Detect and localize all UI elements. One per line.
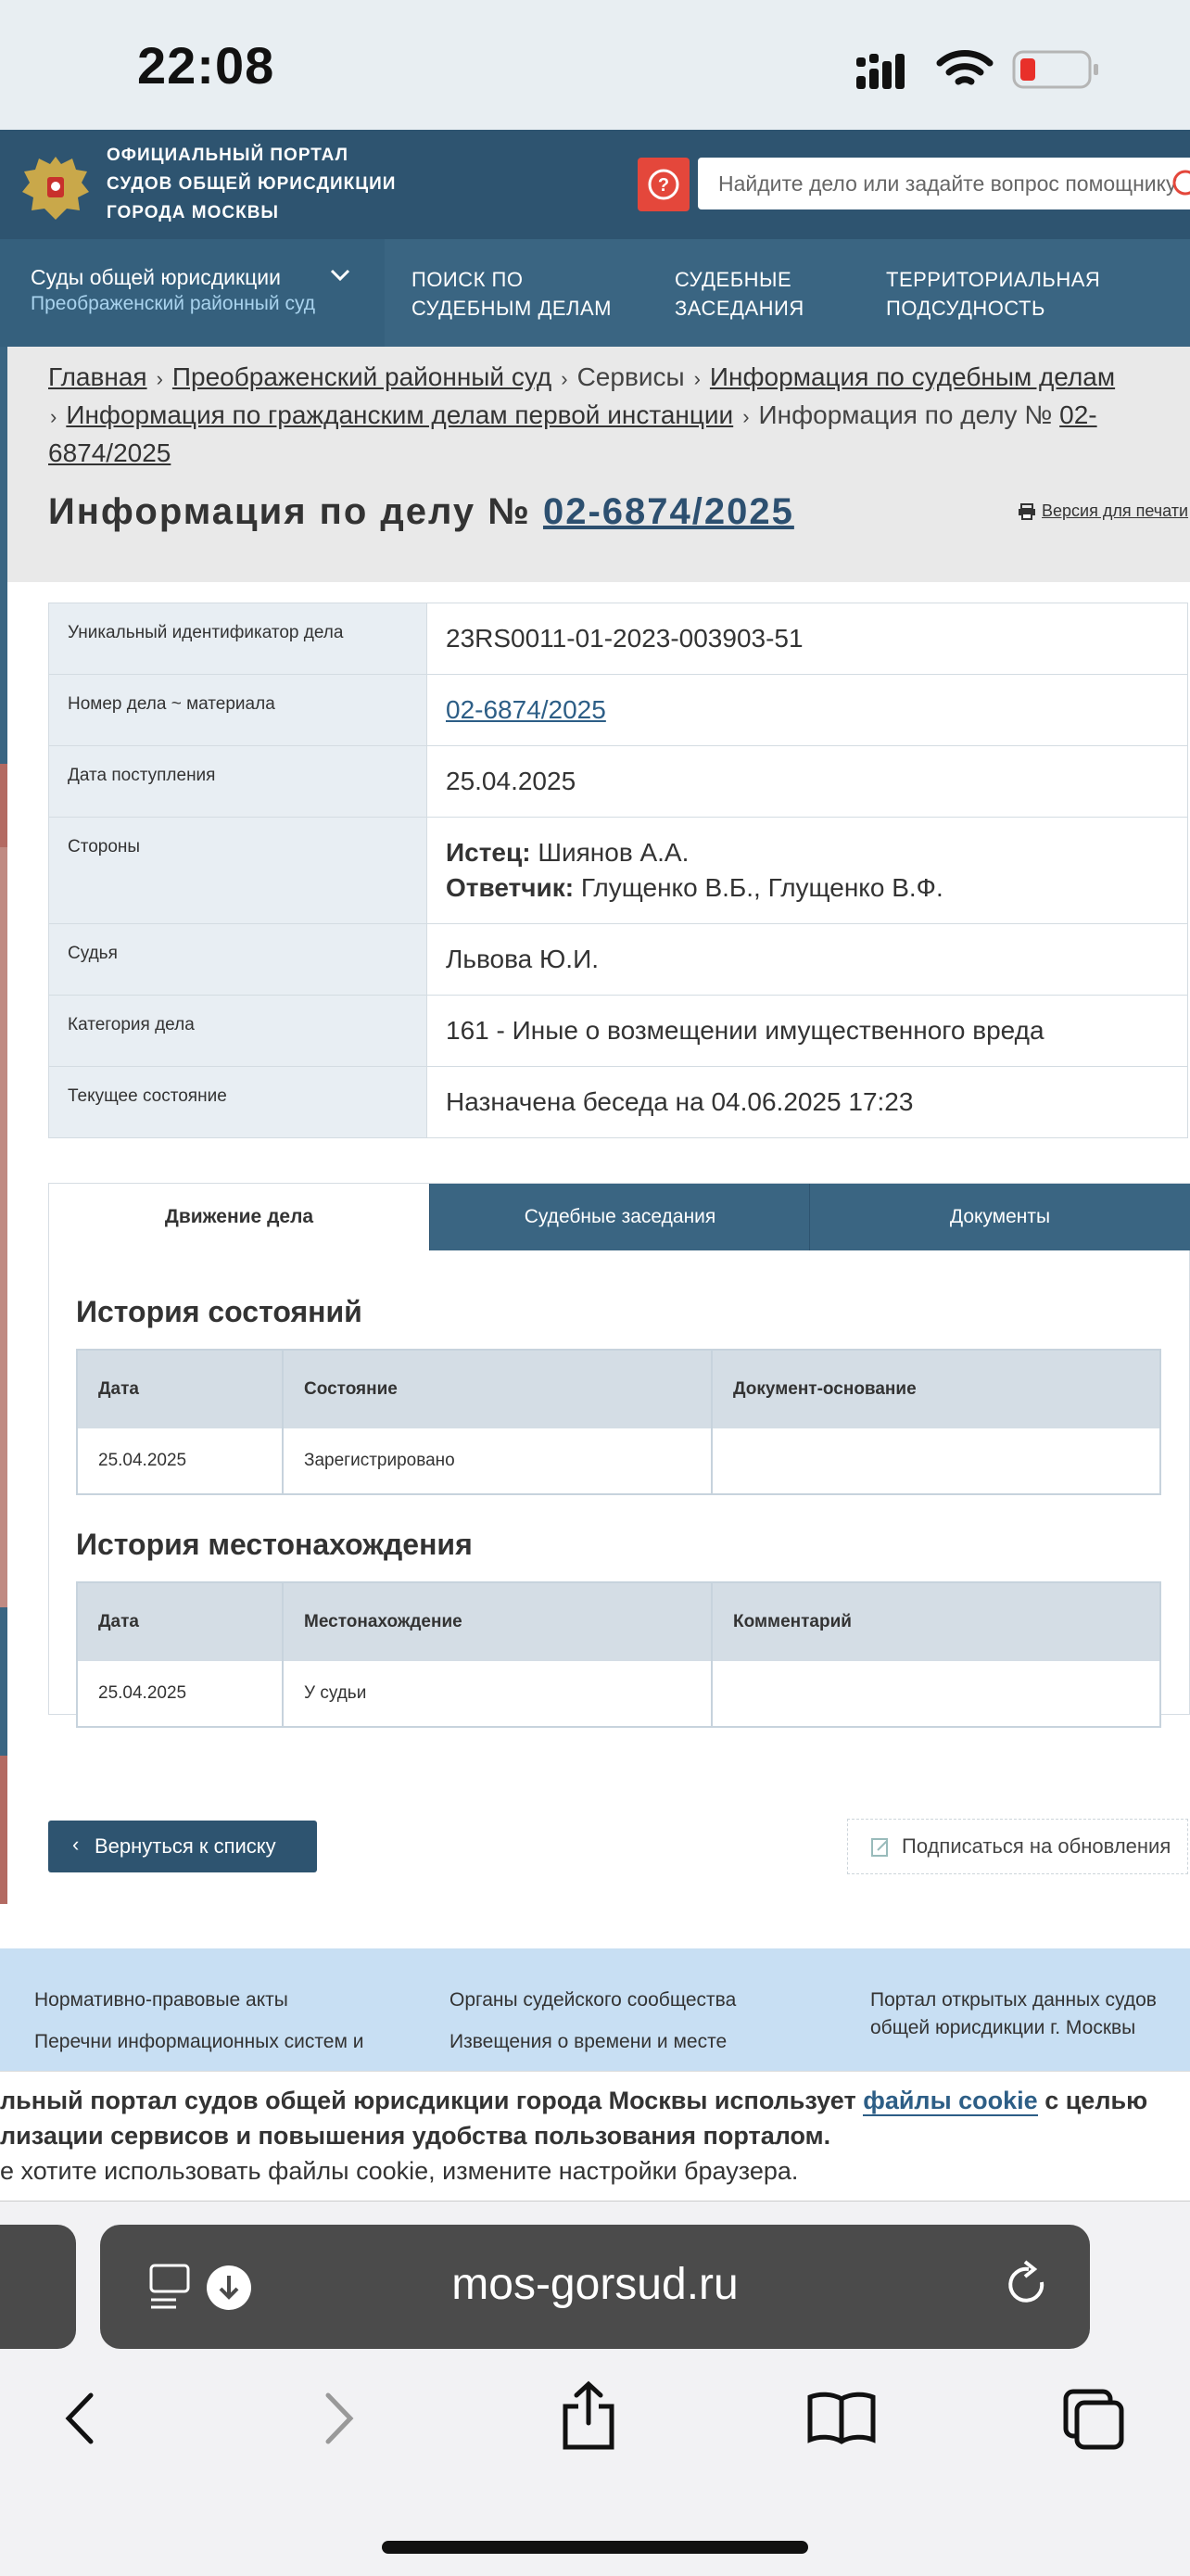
page-title-prefix: Информация по делу № xyxy=(48,491,531,532)
nav-item-line: СУДЕБНЫЕ xyxy=(675,268,792,291)
table-cell: 25.04.2025 xyxy=(77,1661,283,1727)
category-label: Категория дела xyxy=(49,996,427,1067)
footer-link-info-systems[interactable]: Перечни информационных систем и xyxy=(34,2031,364,2052)
subscribe-updates-button[interactable] xyxy=(847,1819,1188,1874)
search-icon[interactable] xyxy=(1170,167,1190,200)
table-header-row xyxy=(77,1350,1160,1428)
nav-item-line: СУДЕБНЫМ ДЕЛАМ xyxy=(411,297,612,320)
case-uid-label: Уникальный идентификатор дела xyxy=(49,603,427,675)
table-cell: Зарегистрировано xyxy=(283,1428,712,1494)
reload-icon[interactable] xyxy=(1005,2260,1051,2312)
chevron-right-icon: › xyxy=(561,367,568,390)
cookie-text: льный портал судов общей юрисдикции города Москвы использует xyxy=(0,2087,864,2114)
column-header: Местонахождение xyxy=(283,1582,712,1661)
share-icon[interactable] xyxy=(560,2380,617,2451)
back-to-list-button[interactable] xyxy=(48,1821,317,1872)
breadcrumb-civil-cases[interactable]: Информация по гражданским делам первой инстанции xyxy=(66,400,734,429)
question-icon xyxy=(638,158,690,211)
table-row xyxy=(49,818,1188,924)
breadcrumb-current: Информация по делу № xyxy=(758,400,1053,429)
back-arrow-icon[interactable] xyxy=(63,2392,96,2445)
nav-item-jurisdiction[interactable] xyxy=(886,265,1100,323)
forward-arrow-icon[interactable] xyxy=(323,2392,356,2445)
column-header: Комментарий xyxy=(712,1582,1160,1661)
page-title xyxy=(48,491,794,533)
bookmarks-icon[interactable] xyxy=(806,2390,877,2445)
cookie-files-link[interactable]: файлы cookie xyxy=(863,2087,1038,2114)
column-header: Дата xyxy=(77,1350,283,1428)
table-row xyxy=(49,603,1188,675)
chevron-right-icon: › xyxy=(156,367,163,390)
table-row xyxy=(49,924,1188,996)
battery-low-icon xyxy=(1012,50,1101,91)
defendant-label: Ответчик: xyxy=(446,873,575,902)
case-uid-value: 23RS0011-01-2023-003903-51 xyxy=(427,603,1188,675)
table-row xyxy=(49,675,1188,746)
subscribe-updates-label: Подписаться на обновления xyxy=(902,1834,1171,1858)
case-tabs-panel xyxy=(48,1183,1190,1715)
breadcrumb xyxy=(48,359,1186,471)
search-placeholder: Найдите дело или задайте вопрос помощнику xyxy=(718,171,1177,196)
defendant-value: Глущенко В.Б., Глущенко В.Ф. xyxy=(580,873,943,902)
table-row xyxy=(49,996,1188,1067)
cookie-text-line: лизации сервисов и повышения удобства пользования порталом. xyxy=(0,2122,831,2150)
wifi-icon xyxy=(936,48,994,91)
receipt-date-label: Дата поступления xyxy=(49,746,427,818)
court-selector[interactable] xyxy=(0,239,385,347)
plaintiff-value: Шиянов А.А. xyxy=(538,838,690,867)
footer-link-judicial-bodies[interactable]: Органы судейского сообщества xyxy=(449,1989,737,2011)
state-history-table xyxy=(76,1349,1161,1495)
tabs-icon[interactable] xyxy=(1062,2388,1127,2451)
nav-item-line: ТЕРРИТОРИАЛЬНАЯ xyxy=(886,268,1101,291)
cookie-text-line xyxy=(0,2087,1147,2115)
breadcrumb-home[interactable]: Главная xyxy=(48,362,147,391)
tab-case-movement[interactable]: Движение дела xyxy=(49,1184,429,1250)
chevron-right-icon: › xyxy=(50,405,57,428)
judge-label: Судья xyxy=(49,924,427,996)
coat-of-arms-logo[interactable] xyxy=(20,151,91,223)
svg-text:?: ? xyxy=(657,175,670,196)
table-row xyxy=(77,1661,1160,1727)
back-to-list-label: Вернуться к списку xyxy=(95,1834,276,1858)
current-state-label: Текущее состояние xyxy=(49,1067,427,1138)
table-row xyxy=(49,746,1188,818)
portal-title-line: ГОРОДА МОСКВЫ xyxy=(107,203,280,222)
side-stripe xyxy=(0,347,7,764)
footer-link-legal-acts[interactable]: Нормативно-правовые акты xyxy=(34,1989,288,2011)
status-time: 22:08 xyxy=(137,36,275,95)
case-number-link[interactable]: 02-6874/2025 xyxy=(446,695,606,724)
portal-title-line: ОФИЦИАЛЬНЫЙ ПОРТАЛ xyxy=(107,146,348,165)
column-header: Документ-основание xyxy=(712,1350,1160,1428)
edit-icon xyxy=(870,1837,891,1858)
column-header: Состояние xyxy=(283,1350,712,1428)
home-indicator xyxy=(382,2541,808,2554)
breadcrumb-court[interactable]: Преображенский районный суд xyxy=(171,362,552,391)
nav-item-line: ПОИСК ПО xyxy=(411,268,524,291)
breadcrumb-case-number[interactable]: 02-6874/2025 xyxy=(48,400,1097,467)
current-state-value: Назначена беседа на 04.06.2025 17:23 xyxy=(427,1067,1188,1138)
side-stripe xyxy=(0,1756,7,1904)
chevron-down-icon xyxy=(330,269,350,282)
chevron-right-icon: › xyxy=(693,367,701,390)
parties-value xyxy=(427,818,1188,924)
chevron-right-icon: › xyxy=(742,405,750,428)
portal-title-line: СУДОВ ОБЩЕЙ ЮРИСДИКЦИИ xyxy=(107,174,397,194)
state-history-title: История состояний xyxy=(76,1295,362,1328)
nav-item-hearings[interactable] xyxy=(675,265,804,323)
table-header-row xyxy=(77,1582,1160,1661)
print-version-link[interactable]: Версия для печати xyxy=(1042,501,1189,520)
portal-title[interactable] xyxy=(107,141,396,227)
search-input[interactable] xyxy=(698,158,1190,209)
printer-icon[interactable] xyxy=(1018,503,1036,520)
cellular-signal-icon xyxy=(856,52,916,91)
tab-court-hearings[interactable]: Судебные заседания xyxy=(429,1184,810,1250)
cookie-text-line: е хотите использовать файлы cookie, измените настройки браузера. xyxy=(0,2157,799,2185)
cookie-banner xyxy=(0,2071,1190,2202)
footer-link-line: Портал открытых данных судов xyxy=(870,1989,1157,2011)
table-cell: У судьи xyxy=(283,1661,712,1727)
breadcrumb-case-info[interactable]: Информация по судебным делам xyxy=(709,362,1116,391)
nav-item-case-search[interactable] xyxy=(411,265,612,323)
nav-item-line: ПОДСУДНОСТЬ xyxy=(886,297,1045,320)
nav-item-line: ЗАСЕДАНИЯ xyxy=(675,297,804,320)
location-history-title: История местонахождения xyxy=(76,1528,473,1561)
court-selector-label: Суды общей юрисдикции xyxy=(31,265,281,289)
side-stripe xyxy=(0,1607,7,1756)
side-stripe xyxy=(0,764,7,847)
column-header: Дата xyxy=(77,1582,283,1661)
previous-tab-preview[interactable] xyxy=(0,2225,76,2349)
table-row xyxy=(77,1428,1160,1494)
url-text[interactable]: mos-gorsud.ru xyxy=(451,2260,739,2309)
location-history-table xyxy=(76,1581,1161,1728)
side-stripe xyxy=(0,847,7,1607)
case-number-label: Номер дела ~ материала xyxy=(49,675,427,746)
parties-label: Стороны xyxy=(49,818,427,924)
footer-link-line: общей юрисдикции г. Москвы xyxy=(870,2017,1136,2038)
judge-value: Львова Ю.И. xyxy=(427,924,1188,996)
breadcrumb-services: Сервисы xyxy=(576,362,685,391)
footer-link-notices[interactable]: Извещения о времени и месте xyxy=(449,2031,728,2052)
tab-documents[interactable]: Документы xyxy=(809,1184,1190,1250)
table-cell xyxy=(712,1428,1160,1494)
table-cell xyxy=(712,1661,1160,1727)
case-info-table xyxy=(48,603,1188,1138)
table-cell: 25.04.2025 xyxy=(77,1428,283,1494)
plaintiff-label: Истец: xyxy=(446,838,531,867)
cookie-text: с целью xyxy=(1037,2087,1148,2114)
court-selector-value: Преображенский районный суд xyxy=(31,293,316,314)
footer-link-open-data[interactable] xyxy=(870,1986,1157,2042)
assistant-help-button[interactable] xyxy=(638,158,690,211)
chevron-left-icon: ‹ xyxy=(72,1833,80,1856)
page-title-case-number[interactable]: 02-6874/2025 xyxy=(542,491,794,532)
receipt-date-value: 25.04.2025 xyxy=(427,746,1188,818)
category-value: 161 - Иные о возмещении имущественного вреда xyxy=(427,996,1188,1067)
table-row xyxy=(49,1067,1188,1138)
